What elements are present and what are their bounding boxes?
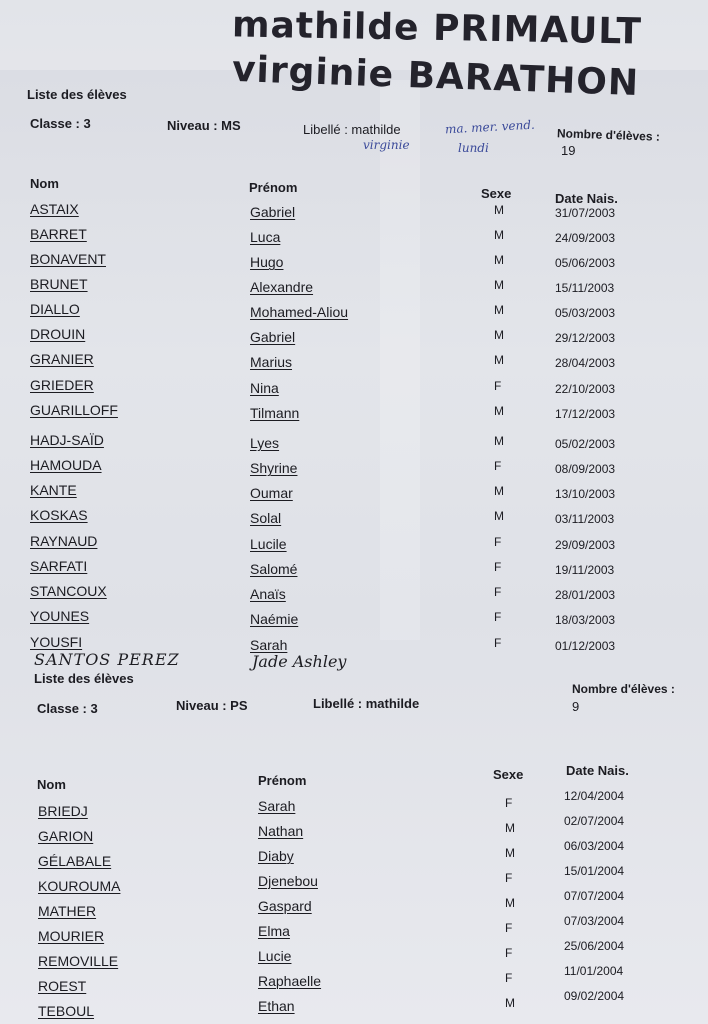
list1-col-prenom: Prénom [249,180,298,195]
cell-sexe: F [505,796,513,810]
cell-sexe: F [505,971,513,985]
cell-nom: BONAVENT [30,251,106,267]
cell-date: 19/11/2003 [555,563,615,577]
cell-nom: HADJ-SAÏD [30,432,104,448]
cell-date: 12/04/2004 [564,789,625,803]
cell-nom: GARION [38,828,94,844]
cell-sexe: M [494,303,504,317]
cell-sexe: M [505,896,515,910]
cell-prenom: Tilmann [250,405,300,421]
list2-heading: Liste des élèves [34,671,134,686]
cell-nom: MOURIER [38,928,105,944]
cell-prenom: Ethan [258,998,295,1014]
list1-heading: Liste des élèves [27,87,127,102]
cell-nom: DIALLO [30,301,80,317]
cell-sexe: M [494,353,504,367]
list1-handwritten-prenom: Jade Ashley [252,652,347,671]
list2-col-sexe: Sexe [493,767,524,782]
glare-reflection [380,80,420,640]
cell-sexe: F [505,871,513,885]
cell-prenom: Gaspard [258,898,312,914]
cell-date: 02/07/2004 [564,814,625,828]
list2-count-value: 9 [572,699,580,714]
cell-sexe: M [494,434,504,448]
cell-sexe: F [494,459,502,473]
cell-prenom: Naémie [250,611,299,627]
cell-nom: YOUNES [30,608,90,624]
list2-count-label: Nombre d'élèves : [572,682,675,696]
cell-nom: RAYNAUD [30,533,98,549]
cell-date: 15/11/2003 [555,281,615,295]
cell-date: 07/03/2004 [564,914,625,928]
list2-col-prenom: Prénom [258,773,307,788]
list1-col-nom: Nom [30,176,59,191]
cell-nom: TEBOUL [38,1003,95,1019]
cell-nom: GUARILLOFF [30,402,118,418]
cell-date: 28/04/2003 [555,356,616,370]
list1-handwritten-nom: SANTOS PEREZ [34,650,180,669]
cell-sexe: M [494,228,504,242]
cell-sexe: F [494,560,502,574]
cell-sexe: F [494,610,502,624]
cell-prenom: Alexandre [250,279,314,295]
cell-sexe: M [505,846,515,860]
cell-nom: ASTAIX [30,201,79,217]
list1-niveau: Niveau : MS [167,118,241,133]
cell-prenom: Mohamed-Aliou [250,304,349,320]
cell-nom: KOUROUMA [38,878,121,894]
cell-prenom: Anaïs [250,586,286,602]
cell-date: 15/01/2004 [564,864,625,878]
cell-date: 09/02/2004 [564,989,625,1003]
cell-prenom: Gabriel [250,204,296,220]
cell-nom: BRUNET [30,276,88,292]
cell-nom: REMOVILLE [38,953,119,969]
cell-sexe: M [494,203,504,217]
cell-prenom: Raphaelle [258,973,322,989]
cell-sexe: F [505,921,513,935]
list1-libelle: Libellé : mathilde [303,122,401,137]
list2-col-nom: Nom [37,777,66,792]
cell-date: 29/12/2003 [555,331,616,345]
cell-nom: GRANIER [30,351,94,367]
cell-date: 07/07/2004 [564,889,625,903]
cell-date: 05/03/2003 [555,306,616,320]
cell-sexe: M [494,328,504,342]
cell-date: 22/10/2003 [555,382,616,396]
cell-prenom: Lyes [250,435,280,451]
cell-prenom: Elma [258,923,290,939]
list1-col-sexe: Sexe [481,186,512,201]
cell-sexe: F [494,585,502,599]
cell-prenom: Salomé [250,561,298,577]
cell-nom: ROEST [38,978,87,994]
cell-prenom: Diaby [258,848,294,864]
list2-niveau: Niveau : PS [176,698,248,713]
cell-prenom: Djenebou [258,873,318,889]
cell-nom: BARRET [30,226,87,242]
cell-date: 05/06/2003 [555,256,616,270]
cell-date: 13/10/2003 [555,487,616,501]
cell-sexe: M [494,509,504,523]
cell-nom: GÉLABALE [38,853,112,869]
handwritten-note-days: ma. mer. vend. [444,117,536,137]
cell-prenom: Sarah [258,798,296,814]
cell-sexe: M [505,996,515,1010]
cell-date: 31/07/2003 [555,206,616,220]
cell-date: 24/09/2003 [555,231,616,245]
cell-prenom: Solal [250,510,282,526]
cell-prenom: Oumar [250,485,293,501]
list1-classe: Classe : 3 [30,116,91,131]
cell-nom: GRIEDER [30,377,94,393]
cell-nom: KANTE [30,482,77,498]
cell-nom: YOUSFI [30,634,83,650]
list1-count-value: 19 [561,143,576,158]
cell-date: 03/11/2003 [555,512,615,526]
list1-col-date: Date Nais. [555,191,618,206]
cell-date: 11/01/2004 [564,964,624,978]
cell-sexe: F [494,535,502,549]
cell-prenom: Marius [250,354,293,370]
list2-col-date: Date Nais. [566,763,629,778]
handwritten-note-lundi: lundi [458,141,489,155]
cell-date: 18/03/2003 [555,613,616,627]
cell-prenom: Nina [250,380,279,396]
cell-nom: SARFATI [30,558,88,574]
cell-prenom: Shyrine [250,460,298,476]
cell-prenom: Gabriel [250,329,296,345]
cell-sexe: F [505,946,513,960]
cell-sexe: M [494,253,504,267]
handwritten-name-2: virginie BARATHON [231,48,640,105]
cell-date: 06/03/2004 [564,839,625,853]
cell-date: 29/09/2003 [555,538,616,552]
cell-nom: HAMOUDA [30,457,102,473]
cell-date: 05/02/2003 [555,437,616,451]
cell-prenom: Luca [250,229,281,245]
cell-prenom: Hugo [250,254,284,270]
cell-sexe: F [494,379,502,393]
cell-prenom: Lucie [258,948,292,964]
cell-prenom: Nathan [258,823,304,839]
cell-nom: DROUIN [30,326,86,342]
cell-sexe: M [494,278,504,292]
cell-nom: MATHER [38,903,97,919]
cell-nom: BRIEDJ [38,803,88,819]
list2-libelle: Libellé : mathilde [313,696,420,711]
cell-sexe: M [505,821,515,835]
cell-sexe: F [494,636,502,650]
cell-nom: KOSKAS [30,507,88,523]
cell-nom: STANCOUX [30,583,107,599]
cell-sexe: M [494,404,504,418]
list2-classe: Classe : 3 [37,701,98,716]
handwritten-name-1: mathilde PRIMAULT [231,4,643,53]
cell-prenom: Lucile [250,536,287,552]
cell-date: 25/06/2004 [564,939,625,953]
handwritten-note-virginie: virginie [363,138,410,152]
cell-date: 17/12/2003 [555,407,616,421]
list1-count-label: Nombre d'élèves : [556,126,661,144]
cell-date: 01/12/2003 [555,639,616,653]
cell-date: 08/09/2003 [555,462,616,476]
cell-prenom: Sarah [250,637,288,653]
cell-date: 28/01/2003 [555,588,616,602]
cell-sexe: M [494,484,504,498]
